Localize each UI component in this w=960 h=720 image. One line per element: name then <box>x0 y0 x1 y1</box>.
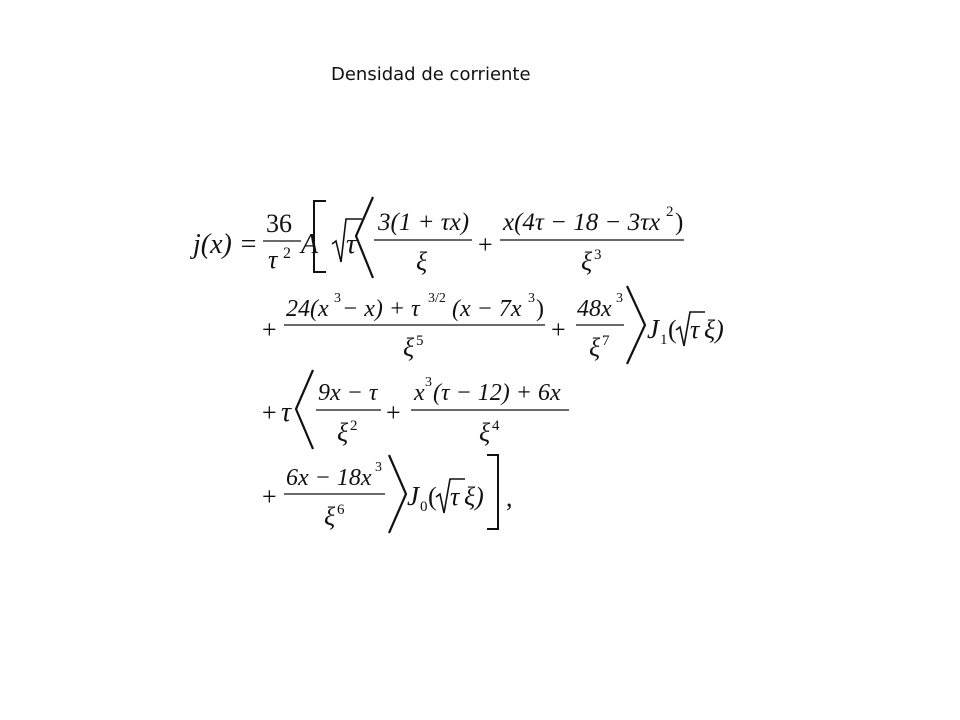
l2-frac2-numerator: 48x <box>577 296 612 322</box>
l2-plus: + <box>262 315 277 344</box>
l2-bessel-open-paren: ( <box>668 315 677 344</box>
sqrt-tau: τ <box>346 229 357 260</box>
l2-frac1-numerator-b-exponent: 3/2 <box>428 291 446 306</box>
l2-bessel-sqrt-tau: τ <box>690 315 700 344</box>
l4-bessel-open-paren: ( <box>428 482 437 511</box>
right-square-bracket <box>487 455 498 529</box>
coef-numerator: 36 <box>266 209 292 238</box>
coef-denominator-exponent: 2 <box>283 245 291 262</box>
left-angle-bracket-1 <box>356 197 373 278</box>
l3-frac2-numerator-b: (τ − 12) + 6x <box>433 380 561 406</box>
coef-denominator: τ <box>268 245 278 274</box>
l3-frac2-numerator-a-exponent: 3 <box>425 375 432 390</box>
l4-frac1-denominator: ξ <box>324 502 336 531</box>
l3-plus: + <box>262 398 277 427</box>
l2-plus-2: + <box>551 315 566 344</box>
l4-bessel-j0-subscript: 0 <box>420 499 428 515</box>
l2-frac1-numerator-c-exponent: 3 <box>528 291 535 306</box>
trailing-comma: , <box>506 483 513 512</box>
l1-frac2-numerator: x(4τ − 18 − 3τx <box>503 209 661 236</box>
slide-title: Densidad de corriente <box>331 64 531 85</box>
l4-bessel-arg-close: ξ) <box>464 482 484 511</box>
l2-frac2-denominator: ξ <box>589 333 601 362</box>
l2-bessel-j1-subscript: 1 <box>660 332 668 348</box>
l3-frac1-denominator-exponent: 2 <box>350 418 358 434</box>
l2-bessel-j1: J <box>647 314 659 344</box>
l3-frac1-denominator: ξ <box>337 418 349 447</box>
right-angle-bracket-1 <box>627 286 645 364</box>
l4-frac1-numerator-exponent: 3 <box>375 460 382 475</box>
l4-bessel-sqrt-tau: τ <box>450 482 460 511</box>
l3-frac1-numerator: 9x − τ <box>318 380 378 406</box>
l2-frac1-denominator: ξ <box>403 333 415 362</box>
l2-frac2-denominator-exponent: 7 <box>602 333 610 349</box>
l2-frac1-numerator-d: ) <box>536 296 544 322</box>
l2-frac1-numerator-b: − x) + τ <box>342 296 420 322</box>
l1-frac1-numerator: 3(1 + τx) <box>378 209 470 236</box>
l3-frac2-denominator: ξ <box>479 418 491 447</box>
l1-frac2-numerator-close: ) <box>675 209 684 236</box>
l1-frac2-denominator-exponent: 3 <box>594 247 602 263</box>
l3-tau: τ <box>281 397 292 428</box>
l1-frac1-denominator: ξ <box>416 247 428 276</box>
l2-frac1-numerator-c: (x − 7x <box>452 296 522 322</box>
right-angle-bracket-2 <box>389 455 406 533</box>
l3-plus-2: + <box>386 398 401 427</box>
l3-frac2-denominator-exponent: 4 <box>492 418 500 434</box>
l4-frac1-denominator-exponent: 6 <box>337 502 345 518</box>
l2-frac1-numerator-a-exponent: 3 <box>334 291 341 306</box>
l1-plus: + <box>478 230 493 259</box>
l2-frac2-numerator-exponent: 3 <box>616 291 623 306</box>
amplitude-symbol: A <box>301 229 319 260</box>
l2-frac1-numerator-a: 24(x <box>286 296 329 322</box>
l4-frac1-numerator: 6x − 18x <box>286 465 372 491</box>
l1-frac2-denominator: ξ <box>581 247 593 276</box>
l2-frac1-denominator-exponent: 5 <box>416 333 424 349</box>
l2-bessel-arg-close: ξ) <box>704 315 724 344</box>
l4-plus: + <box>262 482 277 511</box>
l1-frac2-numerator-exponent: 2 <box>666 204 674 220</box>
l3-frac2-numerator-a: x <box>414 380 425 406</box>
left-angle-bracket-2 <box>296 370 313 449</box>
eq-lhs: j(x) = <box>193 229 258 260</box>
l4-bessel-j0: J <box>407 481 419 511</box>
